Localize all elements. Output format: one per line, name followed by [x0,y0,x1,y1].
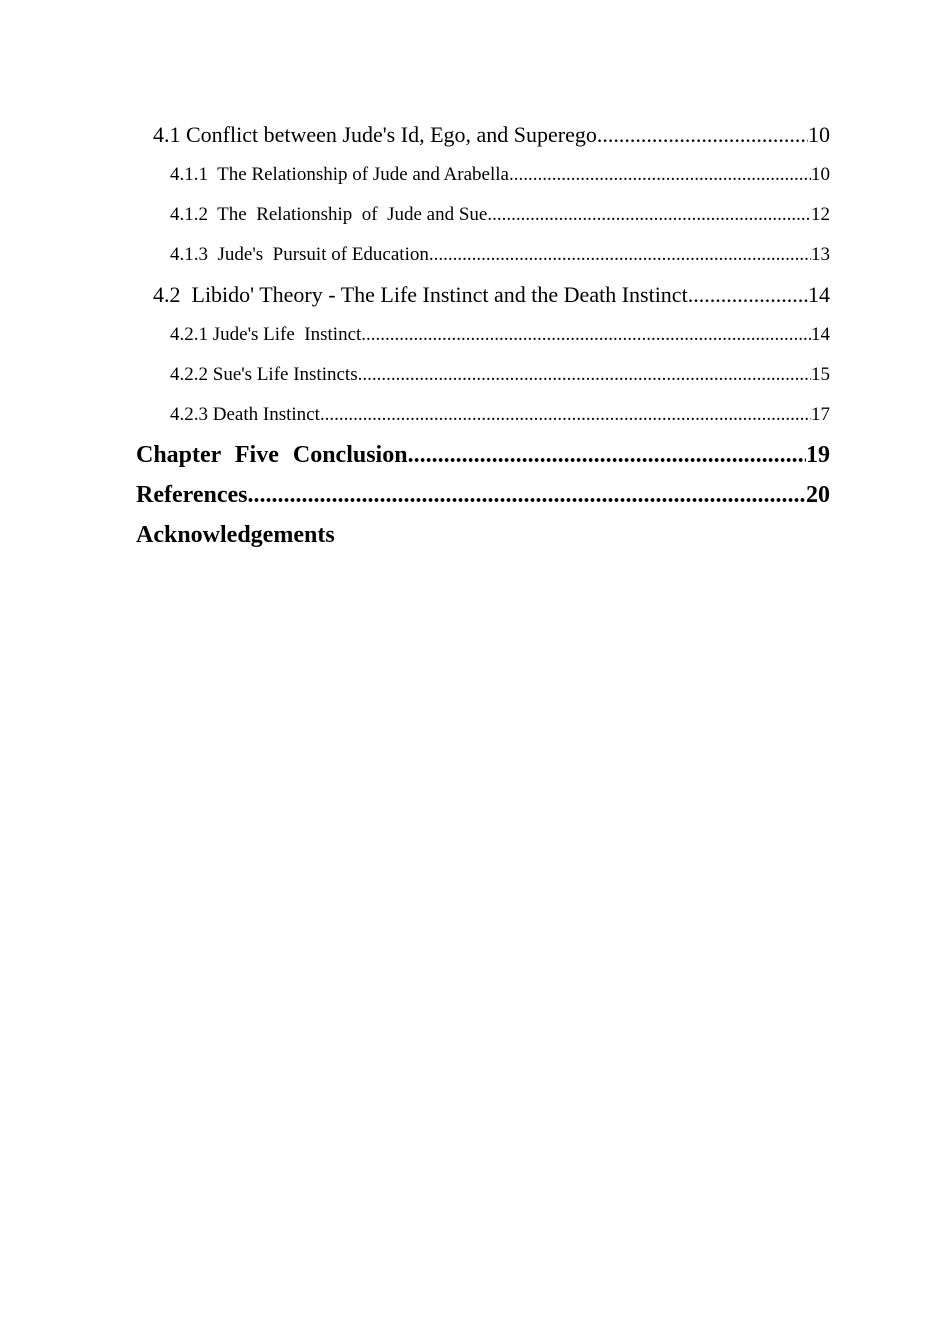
toc-entry-page: 13 [811,244,830,265]
toc-entry-acknowledgements[interactable] [136,515,830,555]
toc-leader-dots [358,355,811,395]
toc-leader-dots [408,435,806,475]
toc-entry-title: 4.2 Libido' Theory - The Life Instinct and the Death Instinct [153,282,688,307]
toc-entry-page: 14 [811,324,830,345]
toc-entry-4-1[interactable] [136,115,830,155]
toc-entry-4-2-3[interactable] [136,395,830,435]
toc-entry-4-1-2[interactable] [136,195,830,235]
toc-leader-dots [509,155,811,195]
toc-entry-chapter-five[interactable] [136,435,830,475]
toc-entry-references[interactable] [136,475,830,515]
toc-entry-page: 10 [808,122,830,147]
toc-leader-dots [487,195,811,235]
toc-entry-page: 10 [811,164,830,185]
toc-leader-dots [248,475,807,515]
toc-entry-title: 4.2.1 Jude's Life Instinct [170,324,362,345]
toc-entry-4-2-1[interactable] [136,315,830,355]
toc-entry-page: 17 [811,404,830,425]
toc-entry-4-2[interactable] [136,275,830,315]
toc-entry-4-2-2[interactable] [136,355,830,395]
toc-leader-dots [597,115,808,155]
toc-entry-title: 4.1.1 The Relationship of Jude and Arabella [170,164,509,185]
toc-leader-dots [320,395,811,435]
toc-leader-dots [429,235,811,275]
toc-entry-title: 4.2.3 Death Instinct [170,404,320,425]
toc-entry-page: 20 [806,482,830,508]
toc-entry-title: 4.1.3 Jude's Pursuit of Education [170,244,429,265]
toc-leader-dots [361,315,811,355]
toc-entry-title: References [136,482,248,508]
toc-entry-title: 4.2.2 Sue's Life Instincts [170,364,358,385]
toc-entry-page: 14 [808,282,830,307]
toc-entry-title: Chapter Five Conclusion [136,442,408,468]
toc-entry-title: 4.1 Conflict between Jude's Id, Ego, and Superego [153,122,597,147]
toc-entry-page: 19 [806,442,830,468]
toc-entry-title: 4.1.2 The Relationship of Jude and Sue [170,204,488,225]
toc-entry-4-1-1[interactable] [136,155,830,195]
toc-entry-title: Acknowledgements [136,522,335,548]
toc-leader-dots [688,275,808,315]
table-of-contents [136,115,830,555]
toc-entry-page: 15 [811,364,830,385]
toc-entry-4-1-3[interactable] [136,235,830,275]
toc-entry-page: 12 [811,204,830,225]
